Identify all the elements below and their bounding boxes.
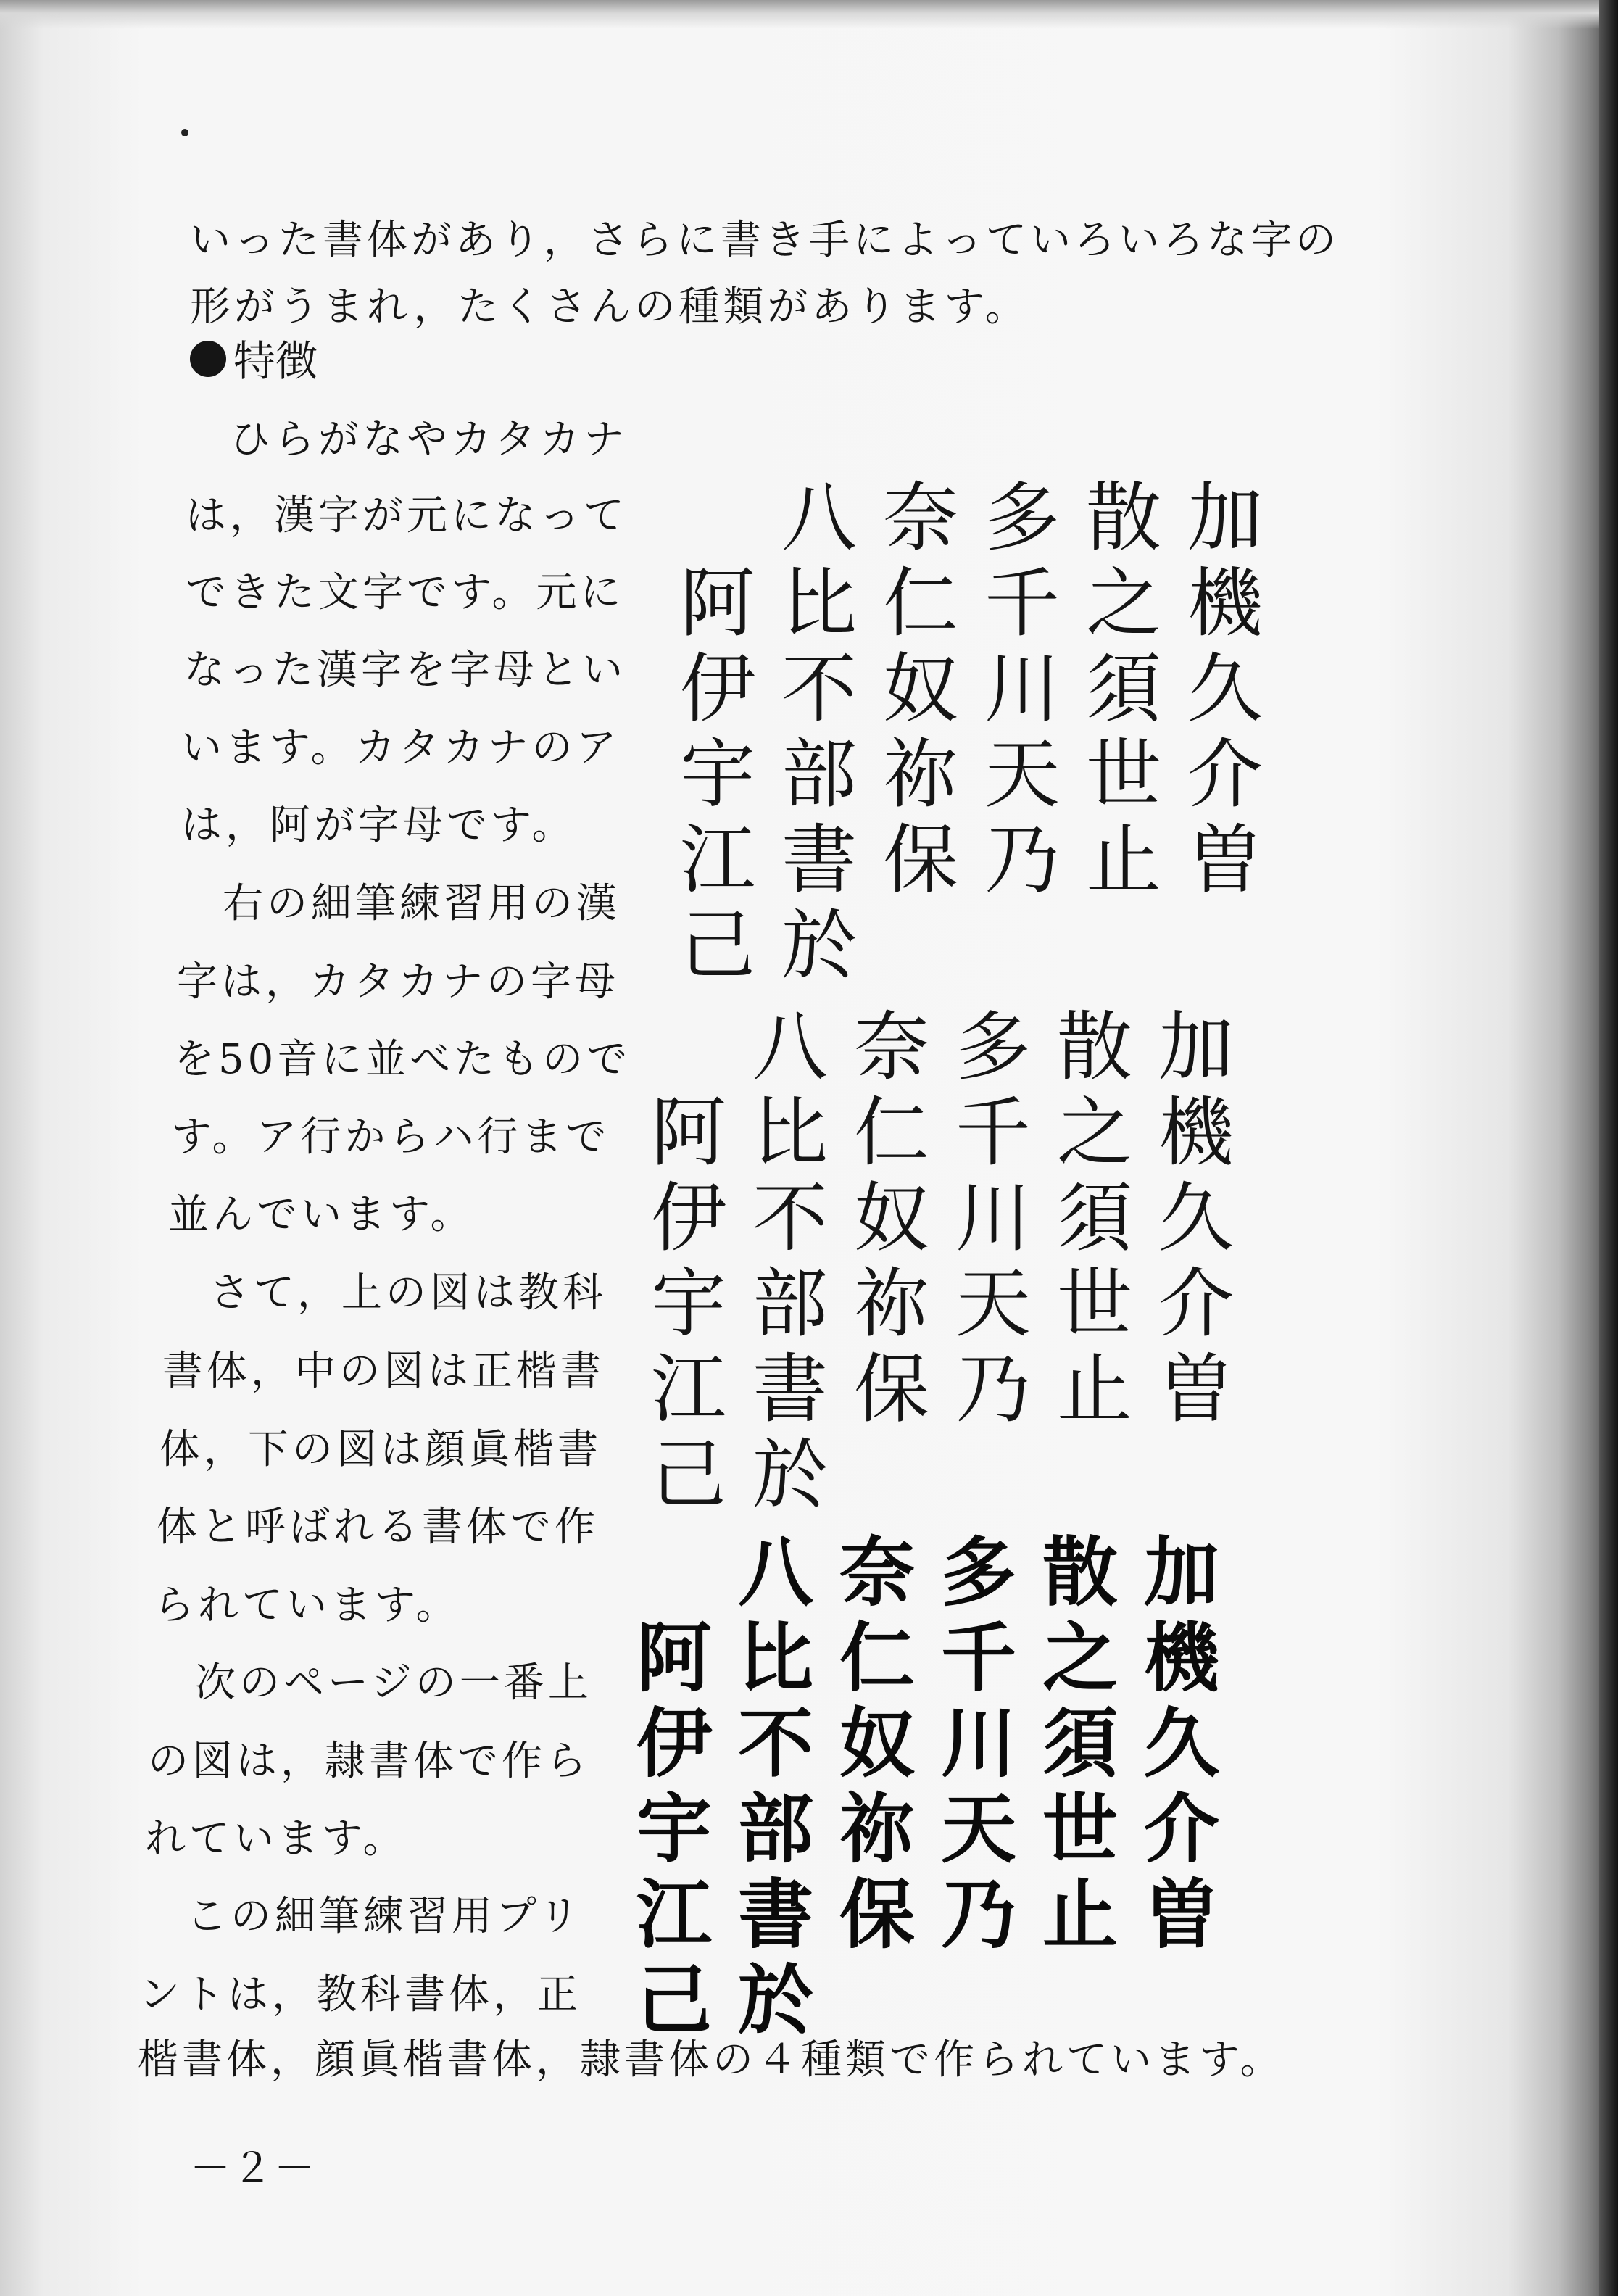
kanji-char: 世 [1056, 1259, 1132, 1348]
kanji-char: 江 [679, 816, 755, 904]
page-top-shadow [0, 0, 1618, 29]
kanji-char: 己 [679, 901, 755, 990]
kanji-char: 乃 [984, 816, 1060, 904]
kanji-char: 比 [737, 1614, 813, 1702]
kanji-char: 曽 [1158, 1345, 1234, 1433]
kanji-char: 於 [737, 1956, 813, 2044]
kanji-char: 機 [1158, 1088, 1234, 1177]
kanji-char: 伊 [636, 1699, 712, 1788]
kanji-char: 久 [1187, 645, 1263, 733]
kanji-char: 世 [1042, 1785, 1118, 1873]
left-line: 体と呼ばれる書体で作 [157, 1504, 599, 1551]
kanji-char: 宇 [679, 730, 755, 818]
left-line: れています。 [145, 1815, 407, 1862]
kanji-char: 伊 [679, 645, 755, 733]
kanji-char: 多 [940, 1528, 1016, 1617]
kanji-char: 多 [984, 473, 1060, 562]
kanji-char: 乃 [955, 1345, 1031, 1433]
kanji-char: 天 [984, 730, 1060, 818]
kanji-char: 多 [955, 1003, 1031, 1091]
kanji-char: 於 [752, 1430, 828, 1519]
kanji-char: 加 [1158, 1003, 1234, 1091]
kanji-char: 散 [1042, 1528, 1118, 1617]
kanji-char: 久 [1158, 1174, 1234, 1262]
kanji-char: 千 [955, 1088, 1031, 1177]
kanji-char: 仁 [882, 559, 958, 647]
kanji-char: 久 [1143, 1699, 1219, 1788]
kanji-char: 仁 [853, 1088, 929, 1177]
left-line: 字は，カタカナの字母 [177, 958, 619, 1006]
kanji-char: 部 [737, 1785, 813, 1873]
bullet-icon [190, 341, 226, 377]
kanji-char: 保 [882, 816, 958, 904]
kanji-char: 保 [839, 1870, 915, 1959]
kanji-char: 曽 [1143, 1870, 1219, 1959]
left-line: 次のページの一番上 [151, 1659, 592, 1707]
kanji-grid-seikaisho [638, 1004, 1247, 1517]
kanji-char: 阿 [679, 559, 755, 647]
kanji-char: 之 [1056, 1088, 1132, 1177]
kanji-char: 加 [1187, 473, 1263, 562]
kanji-char: 之 [1085, 559, 1161, 647]
kanji-char: 祢 [853, 1259, 929, 1348]
kanji-char: 己 [650, 1430, 726, 1519]
left-line: られています。 [154, 1582, 460, 1629]
kanji-char: 不 [781, 645, 857, 733]
kanji-char: 部 [752, 1259, 828, 1348]
kanji-char: 部 [781, 730, 857, 818]
left-line: この細筆練習用プリ [142, 1893, 583, 1940]
section-heading: 特徴 [233, 336, 318, 386]
kanji-char: 川 [940, 1699, 1016, 1788]
bottom-line: 楷書体，顔眞楷書体，隷書体の４種類で作られています。 [138, 2036, 1285, 2084]
kanji-char: 千 [940, 1614, 1016, 1702]
kanji-char: 散 [1056, 1003, 1132, 1091]
kanji-char: 八 [781, 473, 857, 562]
kanji-grid-kyokasho [667, 475, 1276, 988]
kanji-char: 加 [1143, 1528, 1219, 1617]
kanji-char: 千 [984, 559, 1060, 647]
left-line: なった漢字を字母とい [184, 647, 626, 694]
left-line: 右の細筆練習用の漢 [178, 880, 621, 927]
kanji-char: 介 [1187, 730, 1263, 818]
kanji-char: 天 [940, 1785, 1016, 1873]
kanji-char: 阿 [636, 1614, 712, 1702]
kanji-char: 奈 [839, 1528, 915, 1617]
kanji-char: 乃 [940, 1870, 1016, 1959]
kanji-char: 世 [1085, 730, 1161, 818]
left-line: を50音に並べたもので [174, 1036, 631, 1083]
kanji-char: 宇 [650, 1259, 726, 1348]
kanji-grid-ganshin-kaisho [623, 1530, 1232, 2043]
kanji-char: 不 [737, 1699, 813, 1788]
kanji-char: 書 [781, 816, 857, 904]
top-line-2: 形がうまれ，たくさんの種類があります。 [190, 283, 1029, 331]
left-line: 並んでいます。 [168, 1191, 475, 1238]
kanji-char: 八 [752, 1003, 828, 1091]
kanji-char: 止 [1042, 1870, 1118, 1959]
kanji-char: 須 [1085, 645, 1161, 733]
kanji-char: 八 [737, 1528, 813, 1617]
kanji-char: 江 [650, 1345, 726, 1433]
book-binding-edge [1599, 0, 1618, 2296]
kanji-char: 比 [781, 559, 857, 647]
left-line: ひらがなやカタカナ [186, 416, 628, 463]
kanji-char: 於 [781, 901, 857, 990]
left-line: ントは，教科書体，正 [139, 1971, 581, 2018]
kanji-char: 止 [1085, 816, 1161, 904]
kanji-char: 書 [752, 1345, 828, 1433]
kanji-char: 阿 [650, 1088, 726, 1177]
left-line: 書体，中の図は正楷書 [162, 1348, 605, 1395]
kanji-char: 之 [1042, 1614, 1118, 1702]
kanji-char: 保 [853, 1345, 929, 1433]
kanji-char: 介 [1143, 1785, 1219, 1873]
kanji-char: 宇 [636, 1785, 712, 1873]
stray-mark [181, 129, 188, 136]
kanji-char: 介 [1158, 1259, 1234, 1348]
left-line: さて，上の図は教科 [165, 1269, 607, 1317]
kanji-char: 川 [984, 645, 1060, 733]
kanji-char: 止 [1056, 1345, 1132, 1433]
kanji-char: 伊 [650, 1174, 726, 1262]
kanji-char: 奴 [839, 1699, 915, 1788]
kanji-char: 仁 [839, 1614, 915, 1702]
kanji-char: 江 [636, 1870, 712, 1959]
kanji-char: 奈 [853, 1003, 929, 1091]
page-number: －２－ [190, 2145, 316, 2192]
left-line: は，阿が字母です。 [181, 802, 576, 849]
kanji-char: 天 [955, 1259, 1031, 1348]
left-line: す。ア行からハ行まで [171, 1114, 610, 1161]
kanji-char: 不 [752, 1174, 828, 1262]
kanji-char: 機 [1187, 559, 1263, 647]
kanji-char: 曽 [1187, 816, 1263, 904]
kanji-char: 奴 [882, 645, 958, 733]
kanji-char: 奴 [853, 1174, 929, 1262]
kanji-char: 祢 [882, 730, 958, 818]
kanji-char: 比 [752, 1088, 828, 1177]
left-line: の図は，隷書体で作ら [148, 1738, 590, 1785]
top-line-1: いった書体があり，さらに書き手によっていろいろな字の [190, 217, 1340, 264]
left-line: は，漢字が元になって [186, 492, 628, 539]
kanji-char: 書 [737, 1870, 813, 1959]
kanji-char: 祢 [839, 1785, 915, 1873]
left-line: 体，下の図は顔眞楷書 [159, 1426, 602, 1473]
kanji-char: 奈 [882, 473, 958, 562]
left-line: います。カタカナのア [181, 724, 621, 771]
kanji-char: 己 [636, 1956, 712, 2044]
kanji-char: 機 [1143, 1614, 1219, 1702]
kanji-char: 川 [955, 1174, 1031, 1262]
kanji-char: 須 [1056, 1174, 1132, 1262]
left-line: できた文字です。元に [186, 569, 625, 616]
kanji-char: 須 [1042, 1699, 1118, 1788]
kanji-char: 散 [1085, 473, 1161, 562]
